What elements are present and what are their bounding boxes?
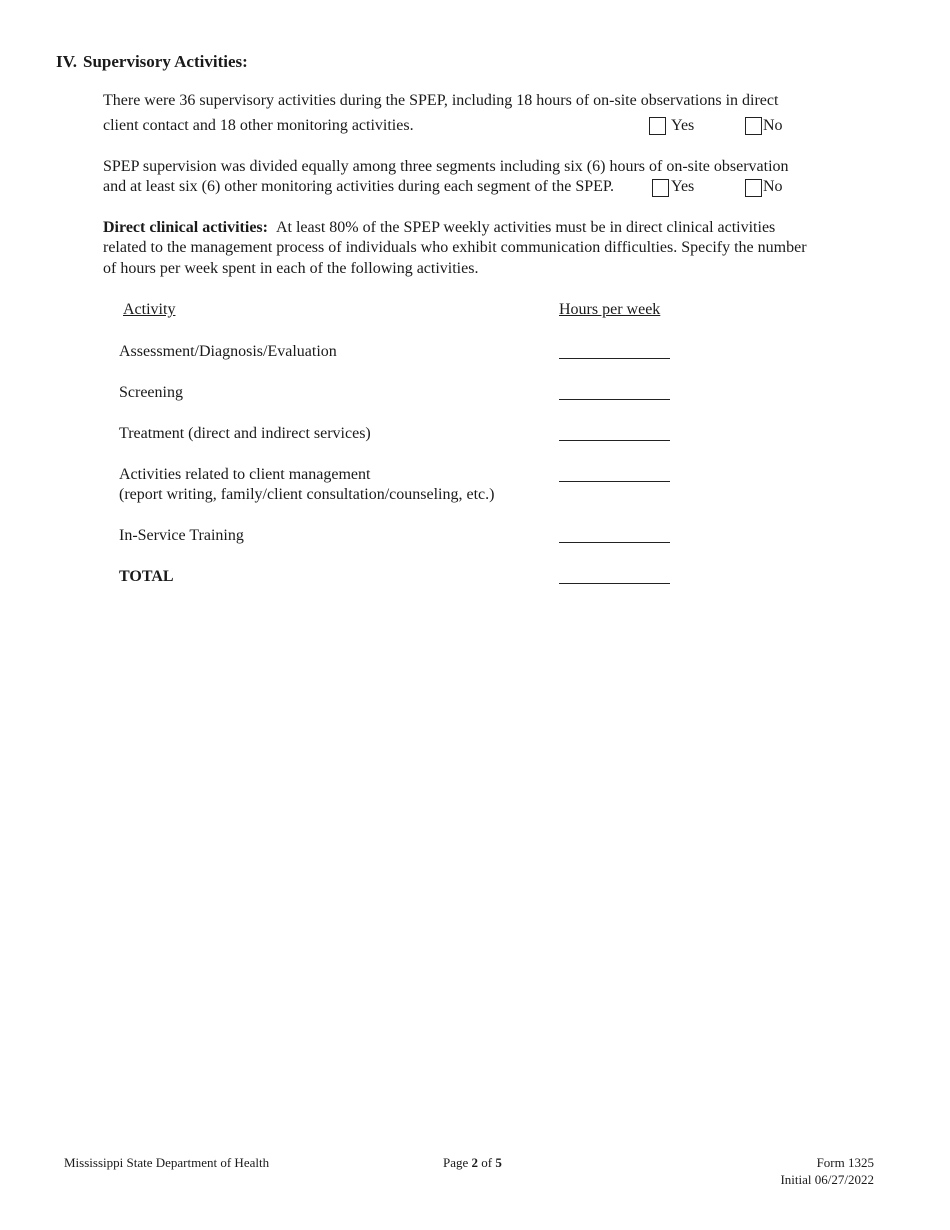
q1-no-checkbox[interactable] [745,117,762,135]
q2-yes-label: Yes [671,178,695,195]
direct-line-2: related to the management process of individuals who exhibit communication difficulties. Specify the number [103,239,807,256]
direct-lead: Direct clinical activities: [103,219,268,236]
section-heading [56,52,248,72]
q1-line-1: There were 36 supervisory activities during the SPEP, including 18 hours of on-site observations in direct [103,92,779,109]
hours-field-client-management[interactable] [559,481,670,482]
column-header-hours: Hours per week [559,301,661,318]
column-header-activity: Activity [123,301,176,318]
hours-field-total[interactable] [559,583,670,584]
footer-page-number: Page 2 of 5 [443,1155,502,1170]
footer-organization: Mississippi State Department of Health [64,1155,270,1170]
footer-initial-date: Initial 06/27/2022 [780,1172,874,1187]
direct-line-1-text: At least 80% of the SPEP weekly activities must be in direct clinical activities [275,219,776,236]
hours-field-in-service-training[interactable] [559,542,670,543]
row-label-assessment: Assessment/Diagnosis/Evaluation [119,343,337,360]
q1-yes-label: Yes [671,117,695,134]
q2-no-label: No [763,178,783,195]
q1-yes-checkbox[interactable] [649,117,666,135]
row-label-screening: Screening [119,384,183,401]
hours-field-treatment[interactable] [559,440,670,441]
row-label-client-management: Activities related to client management [119,466,371,483]
q1-line-2: client contact and 18 other monitoring activities. [103,117,414,134]
hours-field-screening[interactable] [559,399,670,400]
row-label-treatment: Treatment (direct and indirect services) [119,425,371,442]
q2-line-2: and at least six (6) other monitoring activities during each segment of the SPEP. [103,178,615,195]
direct-line-3: of hours per week spent in each of the following activities. [103,260,479,277]
row-label-in-service-training: In-Service Training [119,527,244,544]
row-label-total: TOTAL [119,568,174,585]
hours-field-assessment[interactable] [559,358,670,359]
section-title: Supervisory Activities: [83,52,248,71]
q1-no-label: No [763,117,783,134]
q2-no-checkbox[interactable] [745,179,762,197]
section-number: IV. [56,52,77,71]
row-sublabel-client-management: (report writing, family/client consultation/counseling, etc.) [119,486,495,503]
direct-line-1 [103,219,775,237]
footer-form-number: Form 1325 [816,1155,874,1170]
q2-yes-checkbox[interactable] [652,179,669,197]
q2-line-1: SPEP supervision was divided equally among three segments including six (6) hours of on-site observation [103,158,789,175]
